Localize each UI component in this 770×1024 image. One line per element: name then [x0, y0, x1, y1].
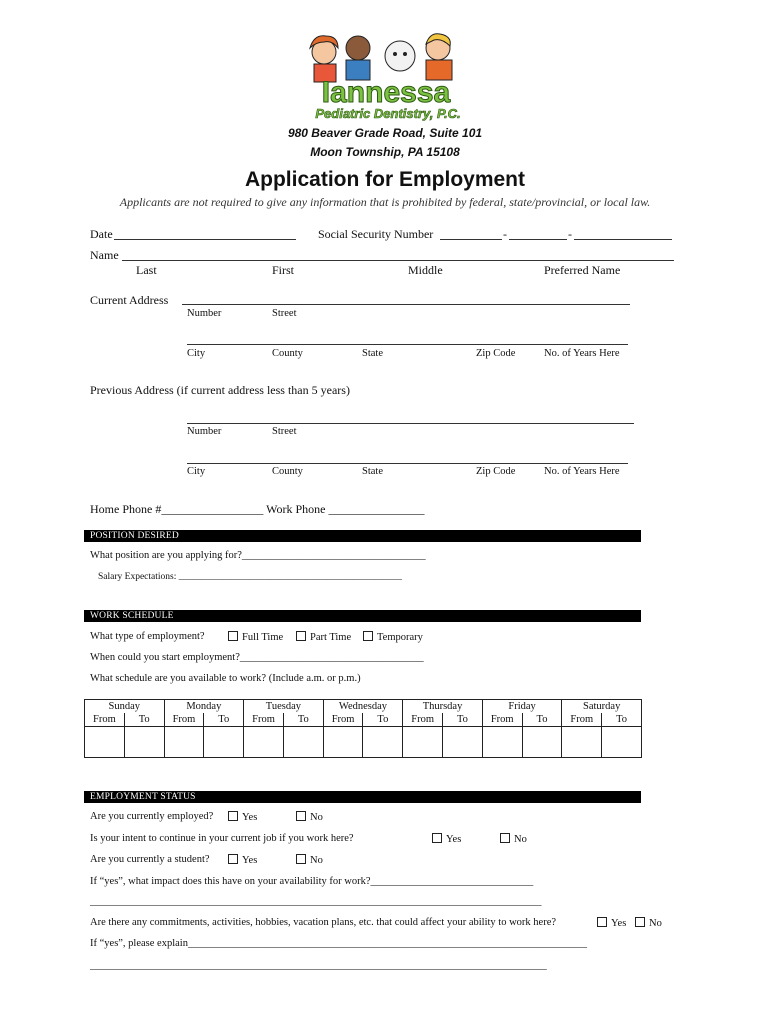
student-label: Are you currently a student?	[90, 854, 210, 865]
employed-yes-checkbox[interactable]	[228, 811, 238, 821]
day-sunday: Sunday	[85, 700, 165, 714]
current-city-label: City	[187, 348, 206, 359]
previous-address-label: Previous Address (if current address less than 5 years)	[90, 383, 350, 397]
employment-header-text: EMPLOYMENT STATUS	[90, 792, 196, 802]
day-friday: Friday	[482, 700, 562, 714]
name-part-middle: Middle	[408, 263, 443, 277]
part-time-label: Part Time	[310, 632, 352, 643]
commit-no-label: No	[649, 918, 662, 929]
from-header: From	[562, 713, 602, 727]
start-date-field[interactable]: When could you start employment?___________________________________	[90, 652, 424, 663]
position-applying-field[interactable]: What position are you applying for?___________________________________	[90, 550, 426, 561]
temporary-option[interactable]	[363, 631, 423, 643]
commit-no-checkbox[interactable]	[635, 917, 645, 927]
schedule-cell[interactable]	[522, 727, 562, 758]
schedule-cell[interactable]	[124, 727, 164, 758]
continue-no-option[interactable]	[500, 833, 527, 845]
schedule-cell[interactable]	[562, 727, 602, 758]
previous-zip-label: Zip Code	[476, 466, 516, 477]
employed-no-checkbox[interactable]	[296, 811, 306, 821]
schedule-cell[interactable]	[164, 727, 204, 758]
to-header: To	[522, 713, 562, 727]
schedule-cell[interactable]	[323, 727, 363, 758]
to-header: To	[602, 713, 642, 727]
part-time-checkbox[interactable]	[296, 631, 306, 641]
from-header: From	[323, 713, 363, 727]
employed-yes-option[interactable]	[228, 811, 257, 823]
ssn-dash-2: -	[568, 227, 572, 241]
date-field[interactable]	[114, 239, 296, 240]
explain-field-continued[interactable]: _______________________________________________________________________________________	[90, 960, 547, 971]
commit-yes-label: Yes	[611, 918, 627, 929]
previous-number-label: Number	[187, 426, 222, 437]
name-label: Name	[90, 248, 119, 262]
current-county-label: County	[272, 348, 303, 359]
schedule-section-header	[84, 610, 641, 622]
to-header: To	[443, 713, 483, 727]
full-time-label: Full Time	[242, 632, 284, 643]
position-section-header	[84, 530, 641, 542]
previous-years-label: No. of Years Here	[544, 466, 620, 477]
previous-state-label: State	[362, 466, 383, 477]
day-tuesday: Tuesday	[244, 700, 324, 714]
current-number-label: Number	[187, 308, 222, 319]
ssn-label: Social Security Number	[318, 227, 434, 241]
employment-type-label: What type of employment?	[90, 631, 205, 642]
employed-no-option[interactable]	[296, 811, 323, 823]
schedule-cell[interactable]	[602, 727, 642, 758]
continue-yes-checkbox[interactable]	[432, 833, 442, 843]
logo-name-text: Iannessa	[321, 76, 451, 109]
position-header-text: POSITION DESIRED	[90, 531, 179, 541]
name-part-preferred: Preferred Name	[544, 263, 621, 277]
name-field[interactable]	[122, 260, 674, 261]
impact-field[interactable]: If “yes”, what impact does this have on your availability for work?_______________________________	[90, 876, 534, 887]
from-header: From	[85, 713, 125, 727]
previous-county-label: County	[272, 466, 303, 477]
student-yes-checkbox[interactable]	[228, 854, 238, 864]
temporary-label: Temporary	[377, 632, 423, 643]
current-address-label: Current Address	[90, 293, 169, 307]
temporary-checkbox[interactable]	[363, 631, 373, 641]
continue-yes-option[interactable]	[432, 833, 461, 845]
student-no-label: No	[310, 855, 323, 866]
logo-subtext: Pediatric Dentistry, P.C.	[315, 106, 461, 121]
letterhead-address-line2: Moon Township, PA 15108	[310, 145, 460, 159]
schedule-cell[interactable]	[403, 727, 443, 758]
commit-yes-option[interactable]	[597, 917, 626, 929]
previous-street-label: Street	[272, 426, 297, 437]
date-label: Date	[90, 227, 113, 241]
continue-yes-label: Yes	[446, 834, 462, 845]
commit-no-option[interactable]	[635, 917, 662, 929]
employed-yes-label: Yes	[242, 812, 258, 823]
current-state-label: State	[362, 348, 383, 359]
from-header: From	[244, 713, 284, 727]
employment-section-header	[84, 791, 641, 803]
phone-fields[interactable]: Home Phone #_________________ Work Phone ________________	[90, 502, 425, 516]
employed-no-label: No	[310, 812, 323, 823]
student-no-option[interactable]	[296, 854, 323, 866]
continue-no-label: No	[514, 834, 527, 845]
continue-job-label: Is your intent to continue in your current job if you work here?	[90, 833, 354, 844]
day-monday: Monday	[164, 700, 244, 714]
commit-yes-checkbox[interactable]	[597, 917, 607, 927]
schedule-cell[interactable]	[85, 727, 125, 758]
previous-city-label: City	[187, 466, 206, 477]
schedule-cell[interactable]	[482, 727, 522, 758]
current-address-line2[interactable]	[187, 344, 628, 345]
letterhead-address-line1: 980 Beaver Grade Road, Suite 101	[287, 126, 483, 140]
previous-address-line1[interactable]	[187, 423, 634, 424]
part-time-option[interactable]	[296, 631, 351, 643]
name-part-first: First	[272, 263, 295, 277]
schedule-cell[interactable]	[244, 727, 284, 758]
schedule-table	[84, 699, 642, 758]
to-header: To	[204, 713, 244, 727]
page-subtitle: Applicants are not required to give any information that is prohibited by federal, state/provincial, or local law.	[119, 195, 651, 209]
page-title: Application for Employment	[244, 168, 525, 191]
full-time-option[interactable]	[228, 631, 283, 643]
to-header: To	[363, 713, 403, 727]
student-yes-option[interactable]	[228, 854, 257, 866]
full-time-checkbox[interactable]	[228, 631, 238, 641]
student-no-checkbox[interactable]	[296, 854, 306, 864]
ssn-dash-1: -	[503, 227, 507, 241]
from-header: From	[403, 713, 443, 727]
to-header: To	[283, 713, 323, 727]
impact-field-continued[interactable]: ______________________________________________________________________________________	[90, 896, 542, 907]
commitments-label: Are there any commitments, activities, hobbies, vacation plans, etc. that could affect your ability to work here?	[90, 917, 557, 928]
day-thursday: Thursday	[403, 700, 483, 714]
current-address-line1[interactable]	[182, 304, 630, 305]
to-header: To	[124, 713, 164, 727]
schedule-cell[interactable]	[283, 727, 323, 758]
schedule-cell[interactable]	[443, 727, 483, 758]
practice-logo	[296, 30, 476, 122]
day-wednesday: Wednesday	[323, 700, 403, 714]
day-saturday: Saturday	[562, 700, 642, 714]
current-street-label: Street	[272, 308, 297, 319]
ssn-field-1[interactable]	[440, 239, 502, 240]
salary-expectations-field[interactable]: Salary Expectations: _______________________________________________	[98, 572, 402, 582]
current-years-label: No. of Years Here	[544, 348, 620, 359]
ssn-field-2[interactable]	[509, 239, 567, 240]
continue-no-checkbox[interactable]	[500, 833, 510, 843]
explain-field[interactable]: If “yes”, please explain____________________________________________________________________________	[90, 938, 587, 949]
schedule-cell[interactable]	[204, 727, 244, 758]
schedule-cell[interactable]	[363, 727, 403, 758]
schedule-availability-label: What schedule are you available to work? (Include a.m. or p.m.)	[90, 673, 361, 684]
ssn-field-3[interactable]	[574, 239, 672, 240]
schedule-header-text: WORK SCHEDULE	[90, 611, 174, 621]
from-header: From	[482, 713, 522, 727]
student-yes-label: Yes	[242, 855, 258, 866]
from-header: From	[164, 713, 204, 727]
previous-address-line2[interactable]	[187, 463, 628, 464]
current-zip-label: Zip Code	[476, 348, 516, 359]
currently-employed-label: Are you currently employed?	[90, 811, 214, 822]
name-part-last: Last	[136, 263, 157, 277]
